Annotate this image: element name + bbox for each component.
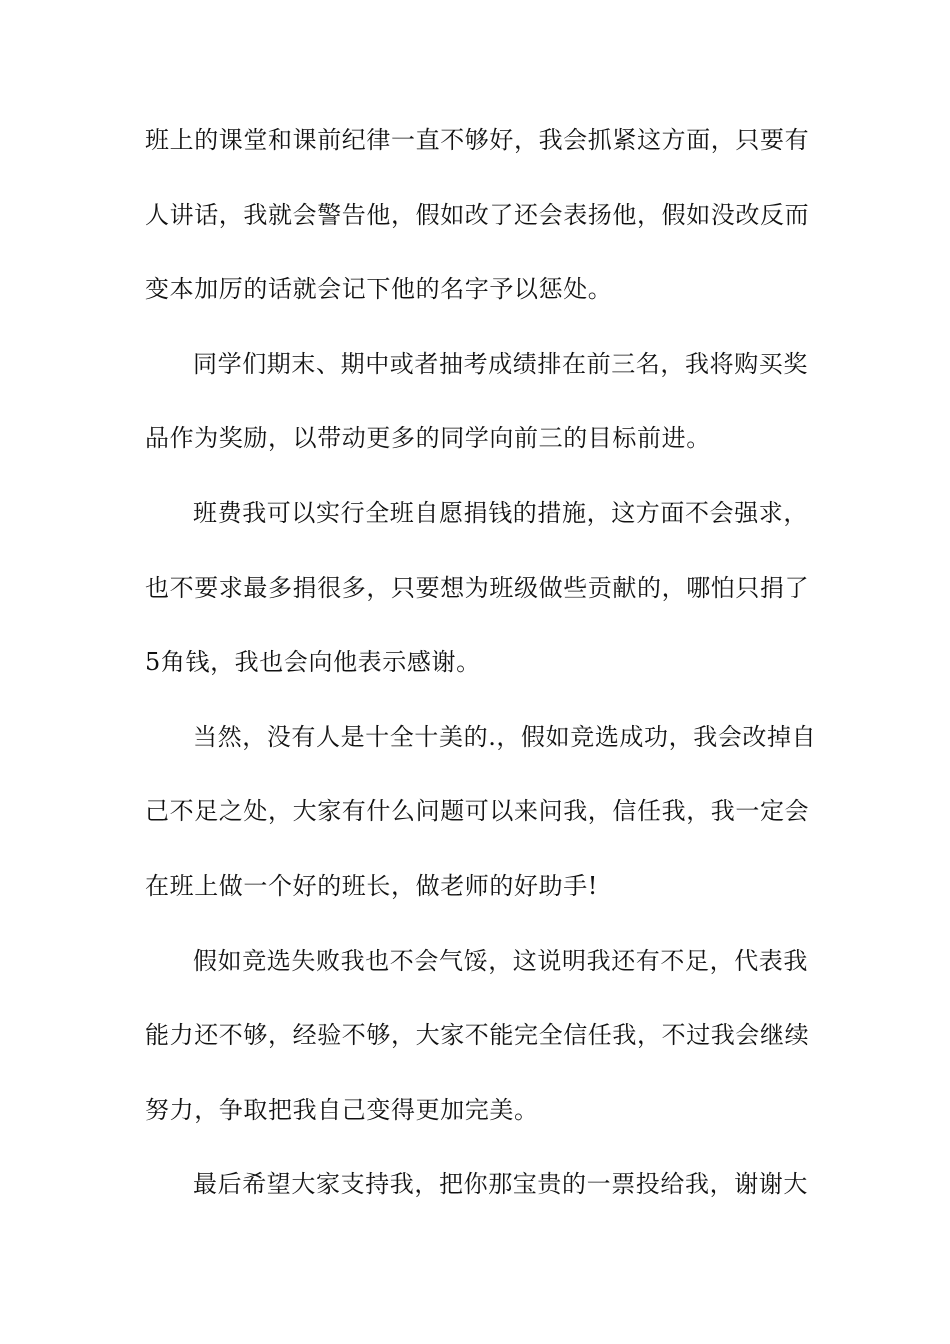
text-line: 人讲话，我就会警告他，假如改了还会表扬他，假如没改反而 — [145, 200, 810, 229]
paragraph-first-line: 当然，没有人是十全十美的.，假如竞选成功，我会改掉自 — [193, 722, 817, 751]
text-line: 品作为奖励，以带动更多的同学向前三的目标前进。 — [145, 424, 711, 453]
document-body — [145, 126, 817, 1247]
text-line: 努力，争取把我自己变得更加完美。 — [145, 1095, 539, 1124]
paragraph-first-line: 班费我可以实行全班自愿捐钱的措施，这方面不会强求， — [193, 498, 808, 527]
text-line: 5角钱，我也会向他表示感谢。 — [145, 648, 481, 677]
text-line: 班上的课堂和课前纪律一直不够好，我会抓紧这方面，只要有 — [145, 126, 810, 154]
text-line: 也不要求最多捐很多，只要想为班级做些贡献的，哪怕只捐了 — [145, 573, 810, 602]
text-line: 变本加厉的话就会记下他的名字予以惩处。 — [145, 275, 613, 304]
text-line: 能力还不够，经验不够，大家不能完全信任我，不过我会继续 — [145, 1021, 810, 1050]
text-line: 在班上做一个好的班长，做老师的好助手! — [145, 871, 599, 900]
paragraph-first-line: 假如竞选失败我也不会气馁，这说明我还有不足，代表我 — [193, 946, 808, 975]
paragraph-first-line: 同学们期末、期中或者抽考成绩排在前三名，我将购买奖 — [193, 349, 808, 378]
paragraph-first-line: 最后希望大家支持我，把你那宝贵的一票投给我，谢谢大 — [193, 1170, 808, 1199]
text-line: 己不足之处，大家有什么问题可以来问我，信任我，我一定会 — [145, 797, 810, 826]
